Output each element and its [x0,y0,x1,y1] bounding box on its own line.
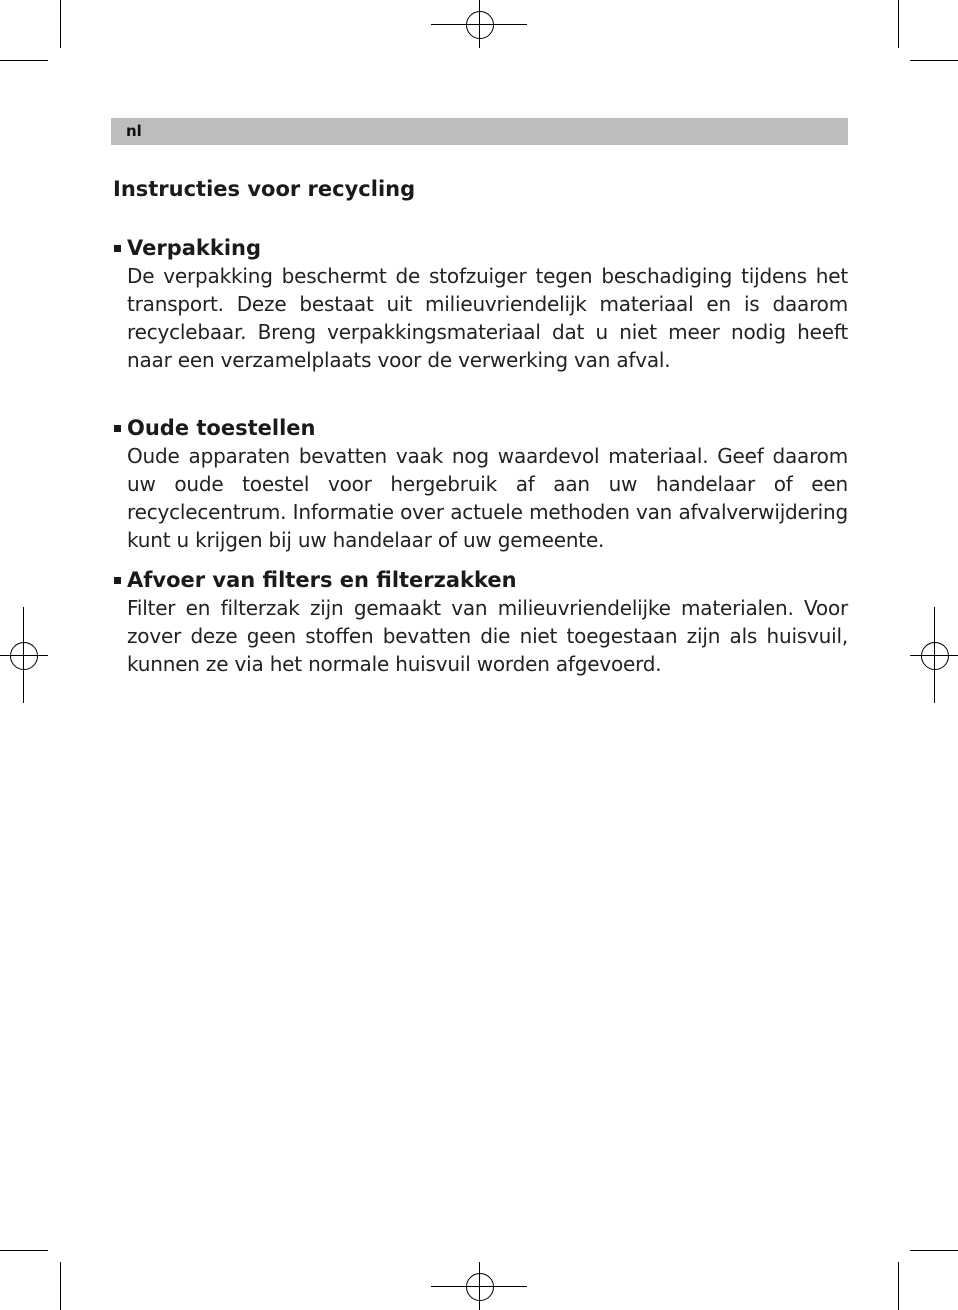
crop-mark-bottom-left-horizontal [0,1250,48,1251]
section-verpakking [113,234,848,374]
section-heading [113,234,848,262]
section-body: Filter en filterzak zijn gemaakt van milieuvriendelijke materialen. Voor zover deze geen stoffen bevatten die niet toegestaan zijn als huisvuil, kunnen ze via het normale huisvuil worden afgevoerd. [127,596,848,676]
page-title: Instructies voor recycling [113,177,416,201]
section-heading-text: Afvoer van filters en filterzakken [127,568,517,592]
section-heading [113,414,848,442]
bullet-icon [114,425,121,432]
crop-mark-top-right-horizontal [910,60,958,61]
bullet-icon [114,577,121,584]
section-body: De verpakking beschermt de stofzuiger tegen beschadiging tijdens het transport. Deze bestaat uit milieuvriendelijk materiaal en is daarom recyclebaar. Breng verpakkingsmateriaal dat u niet meer nodig heeft naar een verzamelplaats voor de verwerking van afval. [127,264,848,372]
crop-mark-top-right-vertical [898,0,899,48]
language-code: nl [126,122,142,140]
crop-mark-top-left-vertical [60,0,61,48]
section-oude-toestellen [113,414,848,554]
section-body: Oude apparaten bevatten vaak nog waardevol materiaal. Geef daarom uw oude toestel voor hergebruik af aan uw handelaar of een recyclecentrum. Informatie over actuele methoden van afvalverwijdering kunt u krijgen bij uw handelaar of uw gemeente. [127,444,848,552]
bullet-icon [114,245,121,252]
language-header-bar [111,118,848,145]
crop-mark-bottom-right-horizontal [910,1250,958,1251]
crop-mark-bottom-right-vertical [898,1262,899,1310]
crop-mark-top-left-horizontal [0,60,48,61]
crop-mark-bottom-left-vertical [60,1262,61,1310]
section-heading [113,566,848,594]
section-afvoer-filters [113,566,848,678]
section-heading-text: Oude toestellen [127,416,316,440]
section-heading-text: Verpakking [127,236,262,260]
